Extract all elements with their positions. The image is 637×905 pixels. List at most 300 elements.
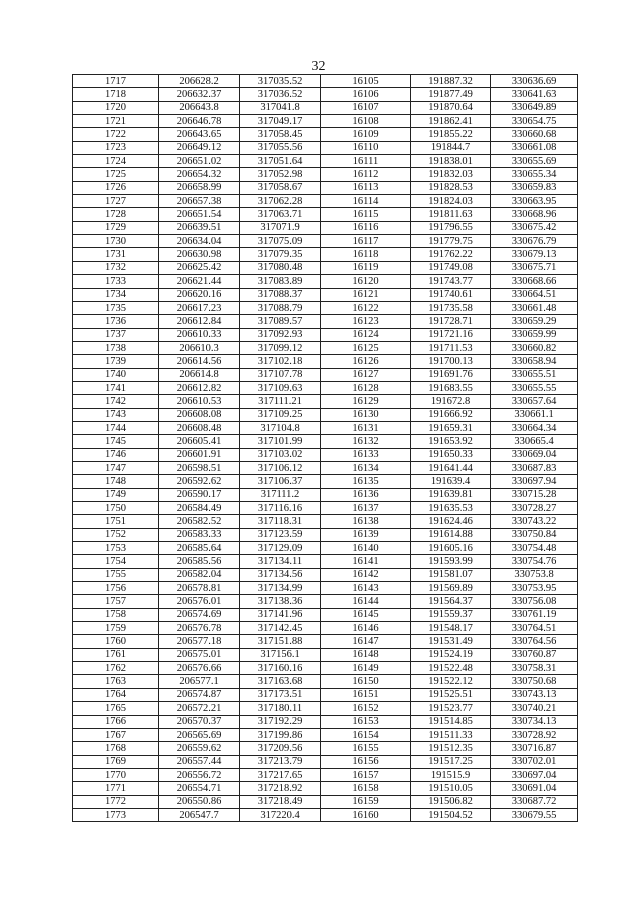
- cell-point-id-right: 16145: [321, 608, 411, 621]
- cell-x-coord-right: 191683.55: [411, 381, 491, 394]
- cell-y-coord-left: 317058.67: [240, 181, 321, 194]
- cell-point-id-right: 16154: [321, 728, 411, 741]
- cell-x-coord-left: 206590.17: [159, 488, 240, 501]
- cell-x-coord-right: 191593.99: [411, 555, 491, 568]
- cell-x-coord-right: 191548.17: [411, 622, 491, 635]
- cell-x-coord-right: 191524.19: [411, 648, 491, 661]
- cell-point-id-left: 1724: [73, 155, 159, 168]
- cell-y-coord-right: 330661.1: [491, 408, 578, 421]
- cell-x-coord-left: 206610.33: [159, 328, 240, 341]
- table-row: [73, 368, 578, 381]
- cell-x-coord-right: 191862.41: [411, 115, 491, 128]
- cell-x-coord-right: 191743.77: [411, 275, 491, 288]
- table-row: [73, 381, 578, 394]
- cell-point-id-right: 16119: [321, 261, 411, 274]
- cell-x-coord-right: 191855.22: [411, 128, 491, 141]
- cell-y-coord-right: 330740.21: [491, 702, 578, 715]
- cell-point-id-right: 16143: [321, 582, 411, 595]
- table-row: [73, 88, 578, 101]
- cell-point-id-right: 16124: [321, 328, 411, 341]
- cell-point-id-left: 1733: [73, 275, 159, 288]
- cell-x-coord-left: 206565.69: [159, 728, 240, 741]
- cell-y-coord-right: 330679.13: [491, 248, 578, 261]
- cell-y-coord-right: 330659.29: [491, 315, 578, 328]
- cell-x-coord-left: 206617.23: [159, 301, 240, 314]
- cell-point-id-left: 1772: [73, 795, 159, 808]
- cell-point-id-left: 1753: [73, 542, 159, 555]
- cell-y-coord-left: 317035.52: [240, 75, 321, 88]
- cell-x-coord-left: 206614.56: [159, 355, 240, 368]
- cell-x-coord-right: 191641.44: [411, 461, 491, 474]
- cell-point-id-left: 1718: [73, 88, 159, 101]
- table-row: [73, 808, 578, 821]
- cell-point-id-left: 1737: [73, 328, 159, 341]
- cell-y-coord-right: 330654.75: [491, 115, 578, 128]
- cell-point-id-right: 16160: [321, 808, 411, 821]
- cell-y-coord-right: 330664.51: [491, 288, 578, 301]
- cell-y-coord-left: 317151.88: [240, 635, 321, 648]
- cell-x-coord-right: 191531.49: [411, 635, 491, 648]
- cell-point-id-left: 1742: [73, 395, 159, 408]
- table-row: [73, 301, 578, 314]
- table-row: [73, 502, 578, 515]
- cell-x-coord-right: 191515.9: [411, 768, 491, 781]
- cell-x-coord-left: 206651.02: [159, 155, 240, 168]
- cell-y-coord-right: 330754.76: [491, 555, 578, 568]
- cell-y-coord-left: 317036.52: [240, 88, 321, 101]
- cell-point-id-right: 16141: [321, 555, 411, 568]
- cell-x-coord-right: 191887.32: [411, 75, 491, 88]
- cell-x-coord-left: 206634.04: [159, 235, 240, 248]
- table-row: [73, 782, 578, 795]
- cell-point-id-left: 1760: [73, 635, 159, 648]
- cell-x-coord-left: 206657.38: [159, 195, 240, 208]
- cell-point-id-left: 1717: [73, 75, 159, 88]
- cell-point-id-left: 1750: [73, 502, 159, 515]
- cell-point-id-left: 1720: [73, 101, 159, 114]
- cell-x-coord-right: 191559.37: [411, 608, 491, 621]
- cell-point-id-right: 16122: [321, 301, 411, 314]
- cell-point-id-right: 16127: [321, 368, 411, 381]
- cell-y-coord-right: 330716.87: [491, 742, 578, 755]
- cell-x-coord-right: 191522.48: [411, 662, 491, 675]
- cell-y-coord-left: 317111.21: [240, 395, 321, 408]
- table-row: [73, 688, 578, 701]
- cell-point-id-left: 1763: [73, 675, 159, 688]
- cell-point-id-right: 16111: [321, 155, 411, 168]
- cell-point-id-right: 16133: [321, 448, 411, 461]
- cell-x-coord-left: 206572.21: [159, 702, 240, 715]
- cell-x-coord-left: 206614.8: [159, 368, 240, 381]
- table-row: [73, 128, 578, 141]
- cell-x-coord-left: 206612.84: [159, 315, 240, 328]
- table-row: [73, 408, 578, 421]
- cell-y-coord-right: 330743.22: [491, 515, 578, 528]
- table-row: [73, 328, 578, 341]
- cell-point-id-right: 16125: [321, 341, 411, 354]
- cell-point-id-right: 16151: [321, 688, 411, 701]
- table-row: [73, 261, 578, 274]
- cell-point-id-right: 16115: [321, 208, 411, 221]
- cell-x-coord-left: 206578.81: [159, 582, 240, 595]
- cell-x-coord-left: 206585.56: [159, 555, 240, 568]
- cell-point-id-right: 16155: [321, 742, 411, 755]
- cell-y-coord-right: 330753.8: [491, 568, 578, 581]
- cell-y-coord-left: 317106.12: [240, 461, 321, 474]
- cell-point-id-right: 16120: [321, 275, 411, 288]
- cell-point-id-left: 1734: [73, 288, 159, 301]
- cell-point-id-right: 16129: [321, 395, 411, 408]
- cell-y-coord-left: 317213.79: [240, 755, 321, 768]
- cell-y-coord-right: 330750.68: [491, 675, 578, 688]
- cell-point-id-right: 16142: [321, 568, 411, 581]
- cell-y-coord-left: 317142.45: [240, 622, 321, 635]
- cell-y-coord-right: 330687.72: [491, 795, 578, 808]
- table-row: [73, 355, 578, 368]
- cell-x-coord-left: 206547.7: [159, 808, 240, 821]
- cell-x-coord-right: 191511.33: [411, 728, 491, 741]
- cell-y-coord-left: 317116.16: [240, 502, 321, 515]
- table-row: [73, 515, 578, 528]
- cell-y-coord-right: 330743.13: [491, 688, 578, 701]
- cell-y-coord-right: 330687.83: [491, 461, 578, 474]
- cell-y-coord-right: 330750.84: [491, 528, 578, 541]
- cell-y-coord-right: 330702.01: [491, 755, 578, 768]
- cell-point-id-right: 16121: [321, 288, 411, 301]
- cell-x-coord-left: 206630.98: [159, 248, 240, 261]
- cell-y-coord-left: 317092.93: [240, 328, 321, 341]
- cell-x-coord-right: 191659.31: [411, 421, 491, 434]
- cell-y-coord-left: 317109.63: [240, 381, 321, 394]
- cell-y-coord-left: 317058.45: [240, 128, 321, 141]
- cell-point-id-right: 16144: [321, 595, 411, 608]
- cell-point-id-left: 1768: [73, 742, 159, 755]
- cell-x-coord-right: 191514.85: [411, 715, 491, 728]
- cell-x-coord-left: 206658.99: [159, 181, 240, 194]
- cell-y-coord-right: 330756.08: [491, 595, 578, 608]
- table-row: [73, 395, 578, 408]
- cell-point-id-left: 1755: [73, 568, 159, 581]
- cell-x-coord-right: 191510.05: [411, 782, 491, 795]
- table-row: [73, 662, 578, 675]
- cell-y-coord-right: 330753.95: [491, 582, 578, 595]
- table-row: [73, 542, 578, 555]
- cell-point-id-left: 1740: [73, 368, 159, 381]
- cell-y-coord-left: 317129.09: [240, 542, 321, 555]
- cell-y-coord-right: 330676.79: [491, 235, 578, 248]
- cell-point-id-right: 16118: [321, 248, 411, 261]
- cell-y-coord-left: 317109.25: [240, 408, 321, 421]
- table-row: [73, 115, 578, 128]
- cell-x-coord-left: 206592.62: [159, 475, 240, 488]
- cell-y-coord-right: 330679.55: [491, 808, 578, 821]
- cell-point-id-left: 1735: [73, 301, 159, 314]
- cell-point-id-left: 1758: [73, 608, 159, 621]
- cell-x-coord-right: 191506.82: [411, 795, 491, 808]
- cell-x-coord-right: 191749.08: [411, 261, 491, 274]
- cell-point-id-left: 1738: [73, 341, 159, 354]
- cell-x-coord-left: 206605.41: [159, 435, 240, 448]
- cell-y-coord-left: 317209.56: [240, 742, 321, 755]
- table-row: [73, 75, 578, 88]
- cell-point-id-left: 1769: [73, 755, 159, 768]
- cell-point-id-right: 16158: [321, 782, 411, 795]
- cell-x-coord-left: 206608.08: [159, 408, 240, 421]
- cell-x-coord-left: 206583.33: [159, 528, 240, 541]
- cell-x-coord-right: 191624.46: [411, 515, 491, 528]
- table-row: [73, 635, 578, 648]
- cell-x-coord-right: 191735.58: [411, 301, 491, 314]
- cell-x-coord-left: 206570.37: [159, 715, 240, 728]
- cell-y-coord-right: 330764.51: [491, 622, 578, 635]
- cell-y-coord-right: 330761.19: [491, 608, 578, 621]
- cell-point-id-right: 16146: [321, 622, 411, 635]
- cell-point-id-left: 1748: [73, 475, 159, 488]
- cell-x-coord-left: 206608.48: [159, 421, 240, 434]
- cell-y-coord-left: 317101.99: [240, 435, 321, 448]
- cell-point-id-left: 1726: [73, 181, 159, 194]
- cell-y-coord-left: 317102.18: [240, 355, 321, 368]
- cell-y-coord-right: 330754.48: [491, 542, 578, 555]
- table-row: [73, 488, 578, 501]
- cell-y-coord-right: 330668.96: [491, 208, 578, 221]
- cell-point-id-left: 1766: [73, 715, 159, 728]
- cell-y-coord-right: 330655.55: [491, 381, 578, 394]
- table-row: [73, 742, 578, 755]
- cell-x-coord-right: 191512.35: [411, 742, 491, 755]
- cell-y-coord-left: 317163.68: [240, 675, 321, 688]
- cell-y-coord-right: 330655.69: [491, 155, 578, 168]
- cell-point-id-left: 1773: [73, 808, 159, 821]
- cell-x-coord-right: 191844.7: [411, 141, 491, 154]
- cell-point-id-left: 1743: [73, 408, 159, 421]
- cell-x-coord-right: 191740.61: [411, 288, 491, 301]
- cell-point-id-right: 16105: [321, 75, 411, 88]
- cell-point-id-right: 16136: [321, 488, 411, 501]
- table-row: [73, 555, 578, 568]
- cell-x-coord-right: 191877.49: [411, 88, 491, 101]
- table-row: [73, 435, 578, 448]
- cell-x-coord-left: 206576.78: [159, 622, 240, 635]
- table-row: [73, 702, 578, 715]
- cell-y-coord-right: 330641.63: [491, 88, 578, 101]
- cell-point-id-right: 16137: [321, 502, 411, 515]
- table-row: [73, 448, 578, 461]
- cell-y-coord-left: 317180.11: [240, 702, 321, 715]
- cell-x-coord-right: 191581.07: [411, 568, 491, 581]
- cell-x-coord-right: 191650.33: [411, 448, 491, 461]
- table-row: [73, 795, 578, 808]
- table-row: [73, 341, 578, 354]
- cell-point-id-right: 16130: [321, 408, 411, 421]
- cell-point-id-right: 16123: [321, 315, 411, 328]
- cell-x-coord-right: 191672.8: [411, 395, 491, 408]
- cell-y-coord-left: 317134.99: [240, 582, 321, 595]
- cell-point-id-right: 16128: [321, 381, 411, 394]
- cell-point-id-right: 16108: [321, 115, 411, 128]
- cell-y-coord-right: 330659.83: [491, 181, 578, 194]
- cell-y-coord-left: 317107.78: [240, 368, 321, 381]
- cell-point-id-right: 16109: [321, 128, 411, 141]
- table-row: [73, 235, 578, 248]
- cell-y-coord-left: 317071.9: [240, 221, 321, 234]
- cell-y-coord-right: 330715.28: [491, 488, 578, 501]
- cell-point-id-left: 1736: [73, 315, 159, 328]
- table-row: [73, 715, 578, 728]
- cell-point-id-right: 16149: [321, 662, 411, 675]
- coordinates-table: [72, 74, 578, 822]
- cell-y-coord-left: 317199.86: [240, 728, 321, 741]
- cell-y-coord-left: 317123.59: [240, 528, 321, 541]
- cell-point-id-left: 1765: [73, 702, 159, 715]
- cell-x-coord-left: 206643.8: [159, 101, 240, 114]
- cell-y-coord-right: 330760.87: [491, 648, 578, 661]
- cell-x-coord-left: 206601.91: [159, 448, 240, 461]
- cell-point-id-left: 1739: [73, 355, 159, 368]
- cell-point-id-right: 16106: [321, 88, 411, 101]
- cell-x-coord-right: 191824.03: [411, 195, 491, 208]
- cell-y-coord-left: 317075.09: [240, 235, 321, 248]
- cell-point-id-left: 1731: [73, 248, 159, 261]
- cell-y-coord-right: 330691.04: [491, 782, 578, 795]
- cell-x-coord-left: 206621.44: [159, 275, 240, 288]
- cell-point-id-right: 16159: [321, 795, 411, 808]
- cell-x-coord-right: 191605.16: [411, 542, 491, 555]
- cell-y-coord-left: 317083.89: [240, 275, 321, 288]
- cell-point-id-left: 1722: [73, 128, 159, 141]
- cell-y-coord-left: 317041.8: [240, 101, 321, 114]
- cell-x-coord-right: 191639.4: [411, 475, 491, 488]
- cell-y-coord-right: 330665.4: [491, 435, 578, 448]
- cell-x-coord-right: 191700.13: [411, 355, 491, 368]
- table-row: [73, 595, 578, 608]
- cell-y-coord-right: 330675.71: [491, 261, 578, 274]
- cell-point-id-left: 1764: [73, 688, 159, 701]
- cell-x-coord-right: 191569.89: [411, 582, 491, 595]
- cell-point-id-left: 1746: [73, 448, 159, 461]
- cell-x-coord-right: 191517.25: [411, 755, 491, 768]
- cell-x-coord-right: 191838.01: [411, 155, 491, 168]
- cell-point-id-left: 1732: [73, 261, 159, 274]
- cell-x-coord-left: 206628.2: [159, 75, 240, 88]
- cell-y-coord-right: 330697.04: [491, 768, 578, 781]
- cell-y-coord-left: 317103.02: [240, 448, 321, 461]
- table-row: [73, 528, 578, 541]
- cell-y-coord-right: 330636.69: [491, 75, 578, 88]
- cell-y-coord-left: 317192.29: [240, 715, 321, 728]
- cell-x-coord-left: 206610.3: [159, 341, 240, 354]
- cell-x-coord-left: 206576.66: [159, 662, 240, 675]
- cell-point-id-right: 16138: [321, 515, 411, 528]
- cell-y-coord-left: 317051.64: [240, 155, 321, 168]
- cell-point-id-right: 16132: [321, 435, 411, 448]
- table-row: [73, 675, 578, 688]
- cell-x-coord-left: 206620.16: [159, 288, 240, 301]
- cell-y-coord-right: 330649.89: [491, 101, 578, 114]
- cell-y-coord-right: 330661.48: [491, 301, 578, 314]
- cell-x-coord-left: 206646.78: [159, 115, 240, 128]
- cell-y-coord-left: 317099.12: [240, 341, 321, 354]
- table-row: [73, 582, 578, 595]
- cell-x-coord-right: 191523.77: [411, 702, 491, 715]
- cell-x-coord-left: 206625.42: [159, 261, 240, 274]
- cell-y-coord-right: 330661.08: [491, 141, 578, 154]
- cell-x-coord-right: 191564.37: [411, 595, 491, 608]
- cell-y-coord-right: 330668.66: [491, 275, 578, 288]
- table-row: [73, 768, 578, 781]
- cell-x-coord-left: 206559.62: [159, 742, 240, 755]
- cell-x-coord-right: 191779.75: [411, 235, 491, 248]
- table-row: [73, 648, 578, 661]
- cell-x-coord-right: 191522.12: [411, 675, 491, 688]
- cell-point-id-right: 16134: [321, 461, 411, 474]
- table-row: [73, 608, 578, 621]
- table-row: [73, 248, 578, 261]
- cell-point-id-left: 1761: [73, 648, 159, 661]
- cell-x-coord-left: 206610.53: [159, 395, 240, 408]
- cell-x-coord-right: 191666.92: [411, 408, 491, 421]
- cell-x-coord-right: 191832.03: [411, 168, 491, 181]
- cell-y-coord-left: 317111.2: [240, 488, 321, 501]
- cell-y-coord-right: 330659.99: [491, 328, 578, 341]
- cell-point-id-right: 16117: [321, 235, 411, 248]
- cell-point-id-left: 1770: [73, 768, 159, 781]
- cell-y-coord-left: 317089.57: [240, 315, 321, 328]
- cell-y-coord-left: 317088.37: [240, 288, 321, 301]
- table-row: [73, 728, 578, 741]
- cell-y-coord-left: 317062.28: [240, 195, 321, 208]
- table-row: [73, 755, 578, 768]
- table-row: [73, 168, 578, 181]
- cell-y-coord-right: 330758.31: [491, 662, 578, 675]
- cell-y-coord-left: 317217.65: [240, 768, 321, 781]
- coordinates-table-body: [73, 75, 578, 822]
- cell-y-coord-left: 317141.96: [240, 608, 321, 621]
- cell-point-id-right: 16150: [321, 675, 411, 688]
- cell-y-coord-left: 317160.16: [240, 662, 321, 675]
- table-row: [73, 475, 578, 488]
- cell-y-coord-left: 317118.31: [240, 515, 321, 528]
- cell-x-coord-left: 206574.87: [159, 688, 240, 701]
- cell-x-coord-left: 206576.01: [159, 595, 240, 608]
- cell-point-id-left: 1741: [73, 381, 159, 394]
- cell-point-id-left: 1771: [73, 782, 159, 795]
- cell-point-id-left: 1754: [73, 555, 159, 568]
- table-row: [73, 315, 578, 328]
- table-row: [73, 195, 578, 208]
- table-row: [73, 141, 578, 154]
- table-row: [73, 181, 578, 194]
- cell-point-id-right: 16107: [321, 101, 411, 114]
- cell-y-coord-left: 317220.4: [240, 808, 321, 821]
- cell-x-coord-left: 206577.18: [159, 635, 240, 648]
- cell-x-coord-right: 191504.52: [411, 808, 491, 821]
- cell-x-coord-left: 206574.69: [159, 608, 240, 621]
- table-row: [73, 275, 578, 288]
- cell-x-coord-left: 206643.65: [159, 128, 240, 141]
- cell-x-coord-right: 191639.81: [411, 488, 491, 501]
- cell-y-coord-right: 330657.64: [491, 395, 578, 408]
- cell-x-coord-right: 191728.71: [411, 315, 491, 328]
- cell-x-coord-right: 191721.16: [411, 328, 491, 341]
- cell-x-coord-left: 206557.44: [159, 755, 240, 768]
- cell-y-coord-left: 317104.8: [240, 421, 321, 434]
- cell-point-id-right: 16126: [321, 355, 411, 368]
- cell-y-coord-right: 330697.94: [491, 475, 578, 488]
- cell-point-id-left: 1762: [73, 662, 159, 675]
- cell-point-id-right: 16113: [321, 181, 411, 194]
- cell-y-coord-right: 330764.56: [491, 635, 578, 648]
